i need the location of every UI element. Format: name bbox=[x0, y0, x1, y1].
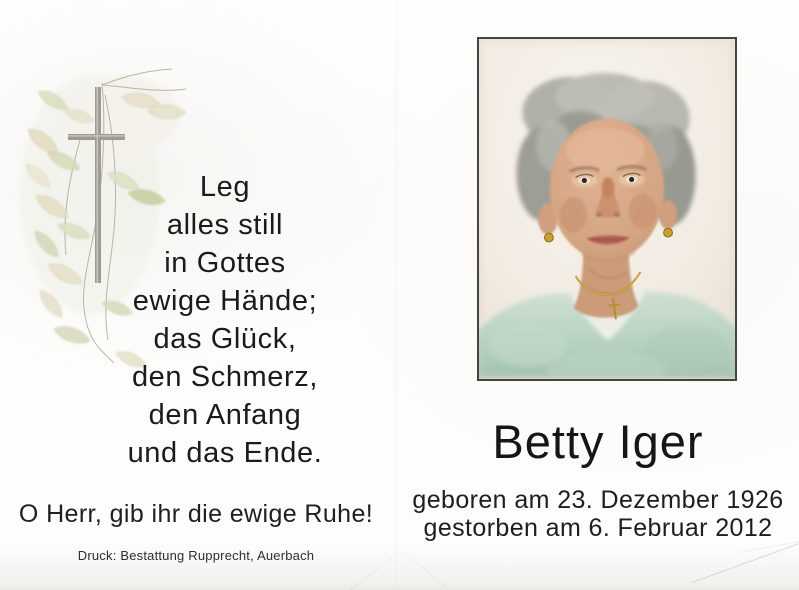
poem-text bbox=[55, 168, 395, 472]
deceased-name: Betty Iger bbox=[492, 415, 704, 468]
poem-line: Leg bbox=[199, 171, 251, 203]
poem-line: und das Ende. bbox=[127, 437, 323, 469]
right-panel bbox=[396, 0, 799, 590]
born-line: geboren am 23. Dezember 1926 bbox=[412, 486, 784, 514]
life-dates bbox=[408, 486, 788, 542]
prayer-line: O Herr, gib ihr die ewige Ruhe! bbox=[18, 500, 374, 528]
poem-line: den Anfang bbox=[148, 399, 302, 431]
poem-line: ewige Hände; bbox=[132, 285, 318, 317]
left-panel bbox=[0, 0, 396, 590]
poem-line: den Schmerz, bbox=[131, 361, 319, 393]
printer-credit: Druck: Bestattung Rupprecht, Auerbach bbox=[77, 548, 315, 563]
poem-line: in Gottes bbox=[164, 247, 286, 279]
poem-line: alles still bbox=[166, 209, 284, 241]
poem-line: das Glück, bbox=[153, 323, 297, 355]
portrait-photo-frame bbox=[477, 37, 737, 381]
died-line: gestorben am 6. Februar 2012 bbox=[423, 514, 773, 542]
portrait-photo bbox=[479, 39, 735, 379]
